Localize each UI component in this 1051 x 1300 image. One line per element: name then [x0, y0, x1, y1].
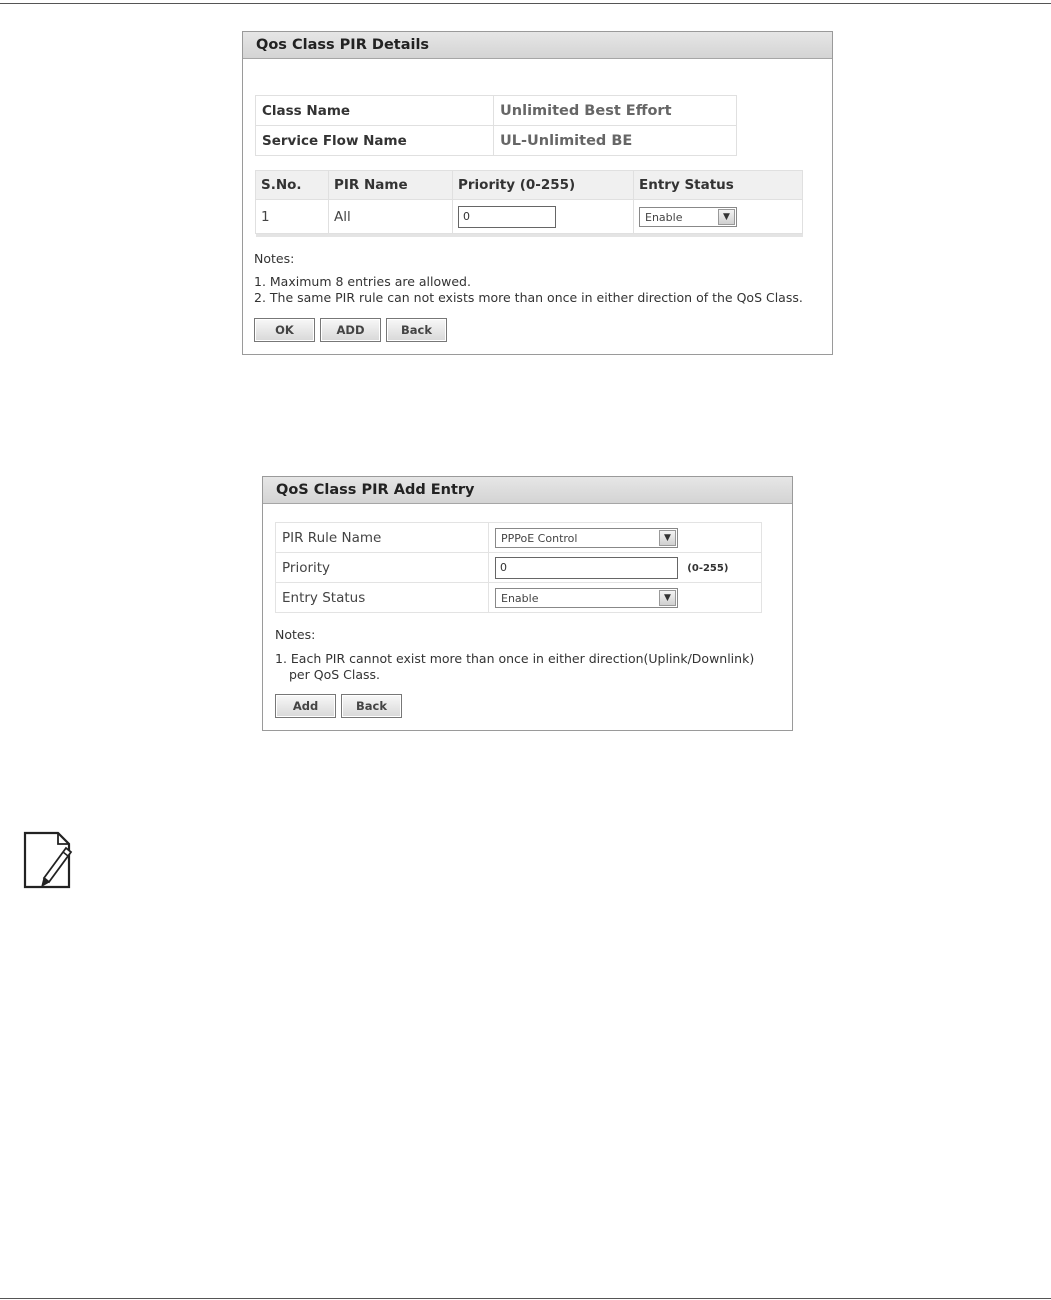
add-entry-form	[275, 522, 762, 613]
entry-status-value: Enable	[645, 210, 683, 224]
pir-rule-label: PIR Rule Name	[276, 523, 489, 553]
pir-rule-select[interactable]	[495, 528, 678, 548]
pir-rule-value: PPPoE Control	[501, 531, 578, 545]
add-button[interactable]: ADD	[320, 318, 381, 342]
column-header: S.No.	[256, 171, 329, 200]
top-rule	[0, 3, 1051, 4]
qos-class-pir-add-entry-panel	[262, 476, 793, 731]
panel-title: QoS Class PIR Add Entry	[263, 477, 792, 504]
priority-input[interactable]: 0	[495, 557, 678, 579]
pir-entries-table	[255, 170, 803, 237]
column-header: Entry Status	[634, 171, 803, 200]
notes-label: Notes:	[275, 627, 316, 642]
service-flow-label: Service Flow Name	[256, 126, 494, 156]
class-info-table	[255, 95, 737, 156]
note-line-1: 1. Maximum 8 entries are allowed.	[254, 274, 471, 289]
priority-input[interactable]: 0	[458, 206, 556, 228]
panel-title: Qos Class PIR Details	[243, 32, 832, 59]
chevron-down-icon: ▼	[718, 209, 735, 225]
priority-label: Priority	[276, 553, 489, 583]
entry-status-value: Enable	[501, 591, 539, 605]
bottom-rule	[0, 1298, 1051, 1299]
note-line-1: 1. Each PIR cannot exist more than once in either direction(Uplink/Downlink)	[275, 651, 755, 666]
class-name-label: Class Name	[256, 96, 494, 126]
priority-range: (0-255)	[687, 562, 729, 574]
qos-class-pir-details-panel	[242, 31, 833, 355]
note-line-2: 2. The same PIR rule can not exists more than once in either direction of the QoS Class.	[254, 290, 803, 305]
class-name-value: Unlimited Best Effort	[494, 96, 737, 126]
column-header: Priority (0-255)	[453, 171, 634, 200]
sno-cell: 1	[256, 200, 329, 234]
ok-button[interactable]: OK	[254, 318, 315, 342]
note-line-2: per QoS Class.	[289, 667, 380, 682]
notes-label: Notes:	[254, 251, 295, 266]
entry-status-label: Entry Status	[276, 583, 489, 613]
chevron-down-icon: ▼	[659, 590, 676, 606]
note-pencil-icon	[22, 830, 74, 890]
column-header: PIR Name	[329, 171, 453, 200]
back-button[interactable]: Back	[386, 318, 447, 342]
back-button[interactable]: Back	[341, 694, 402, 718]
pir-name-cell: All	[329, 200, 453, 234]
chevron-down-icon: ▼	[659, 530, 676, 546]
service-flow-value: UL-Unlimited BE	[494, 126, 737, 156]
table-row	[256, 200, 803, 234]
entry-status-select[interactable]	[639, 207, 737, 227]
add-button[interactable]: Add	[275, 694, 336, 718]
entry-status-select[interactable]	[495, 588, 678, 608]
